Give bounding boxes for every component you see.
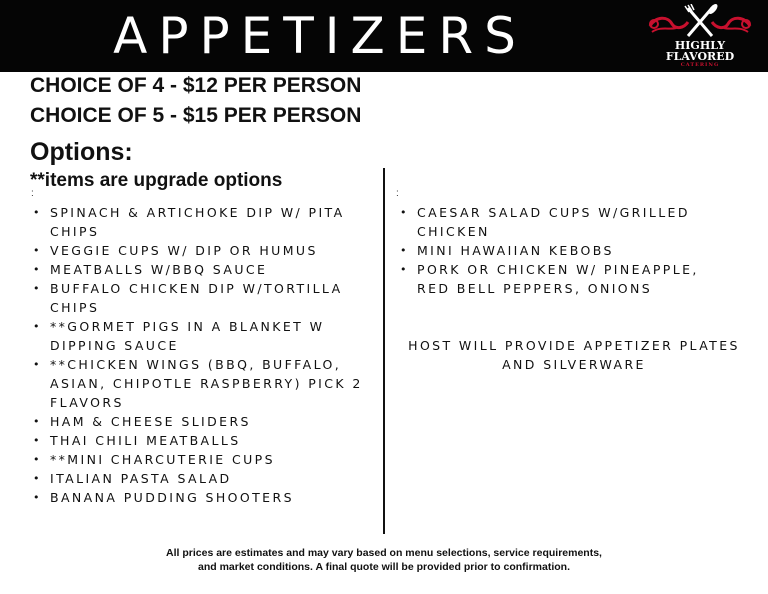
list-item: • CAESAR SALAD CUPS W/GRILLED CHICKEN	[397, 203, 737, 241]
list-item: • PORK OR CHICKEN W/ PINEAPPLE, RED BELL PEPPERS, ONIONS	[397, 260, 737, 298]
brand-logo	[642, 4, 758, 68]
list-item: • HAM & CHEESE SLIDERS	[30, 412, 382, 431]
right-menu-list	[397, 203, 737, 298]
page-title: APPETIZERS	[113, 7, 527, 65]
list-item: • SPINACH & ARTICHOKE DIP W/ PITA CHIPS	[30, 203, 382, 241]
pricing-choice-4: CHOICE OF 4 - $12 PER PERSON	[30, 74, 362, 97]
disclaimer-line-2: and market conditions. A final quote will be provided prior to confirmation.	[198, 561, 570, 573]
list-item: • **MINI CHARCUTERIE CUPS	[30, 450, 382, 469]
list-item: • THAI CHILI MEATBALLS	[30, 431, 382, 450]
logo-line-1: HIGHLY	[674, 39, 726, 52]
right-colon-marker: :	[396, 188, 399, 199]
list-item: • MINI HAWAIIAN KEBOBS	[397, 241, 737, 260]
disclaimer-line-1: All prices are estimates and may vary based on menu selections, service requirements,	[166, 547, 602, 559]
column-divider	[383, 168, 385, 534]
list-item: • ITALIAN PASTA SALAD	[30, 469, 382, 488]
header-banner	[0, 0, 768, 72]
list-item: • **CHICKEN WINGS (BBQ, BUFFALO, ASIAN, CHIPOTLE RASPBERRY) PICK 2 FLAVORS	[30, 355, 382, 412]
pricing-choice-5: CHOICE OF 5 - $15 PER PERSON	[30, 104, 362, 127]
upgrade-note: **items are upgrade options	[30, 170, 283, 191]
list-item: • BUFFALO CHICKEN DIP W/TORTILLA CHIPS	[30, 279, 382, 317]
list-item: • VEGGIE CUPS W/ DIP OR HUMUS	[30, 241, 382, 260]
options-heading: Options:	[30, 138, 133, 166]
host-note: HOST WILL PROVIDE APPETIZER PLATES AND SILVERWARE	[408, 338, 740, 372]
list-item: • **GORMET PIGS IN A BLANKET W DIPPING SAUCE	[30, 317, 382, 355]
disclaimer	[150, 546, 618, 574]
logo-line-2: FLAVORED	[665, 50, 735, 63]
left-colon-marker: :	[31, 188, 34, 199]
logo-tagline: CATERING	[680, 62, 720, 68]
list-item: • BANANA PUDDING SHOOTERS	[30, 488, 382, 507]
left-menu-list	[30, 203, 382, 507]
list-item: • MEATBALLS W/BBQ SAUCE	[30, 260, 382, 279]
